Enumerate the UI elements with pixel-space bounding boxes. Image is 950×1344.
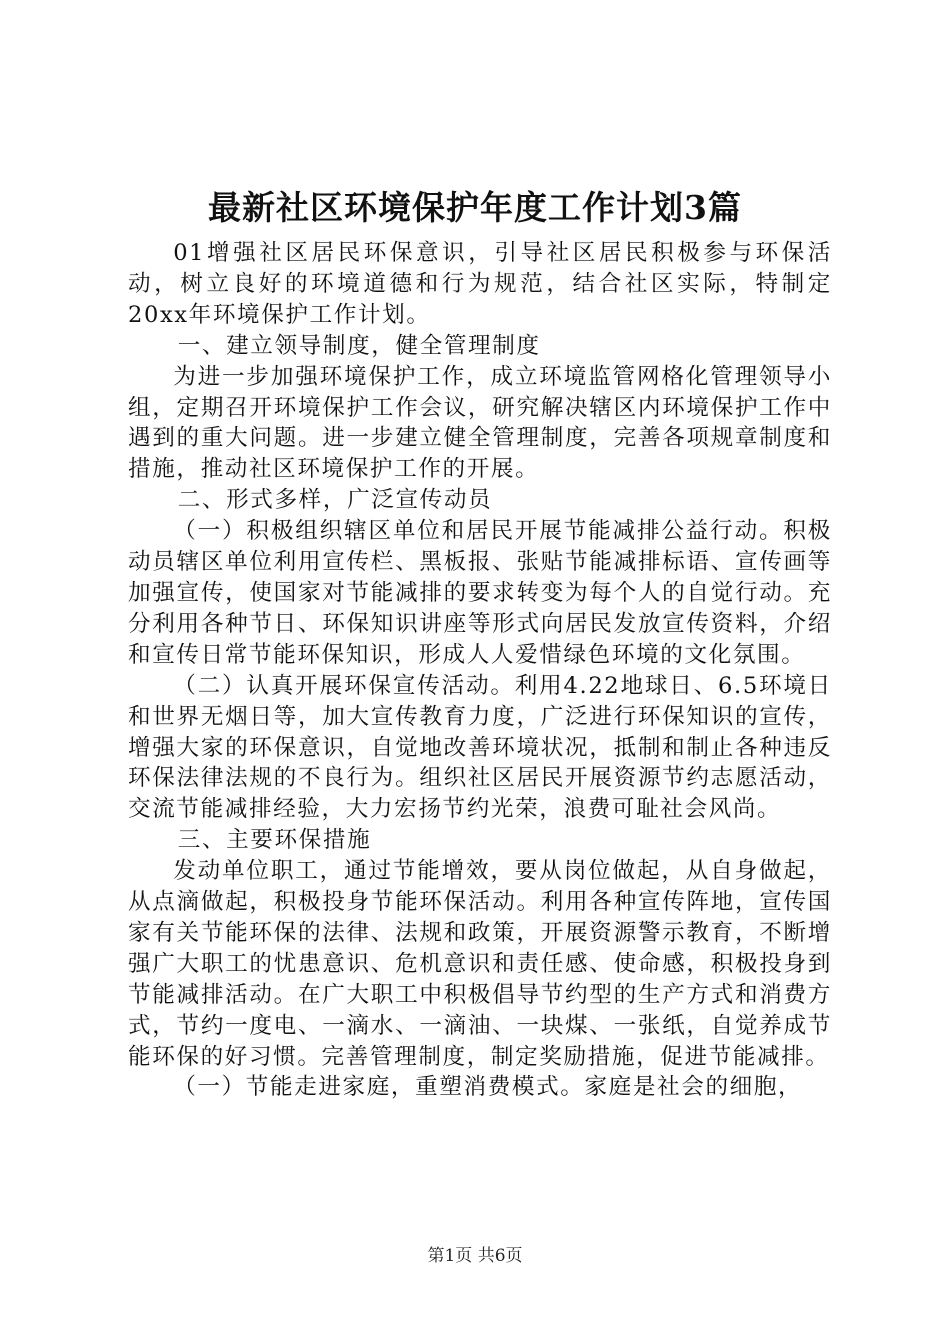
paragraph-section-3: 发动单位职工，通过节能增效，要从岗位做起，从自身做起，从点滴做起，积极投身节能环保活动。利用各种宣传阵地，宣传国家有关节能环保的法律、法规和政策，开展资源警示教育，不断增强广大职工的忧患意识、危机意识和责任感、使命感，积极投身到节能减排活动。在广大职工中积极倡导节约型的生产方式和消费方式，节约一度电、一滴水、一滴油、一块煤、一张纸，自觉养成节能环保的好习惯。完善管理制度，制定奖励措施，促进节能减排。 xyxy=(128,858,832,1070)
section-heading-3: 三、主要环保措施 xyxy=(177,827,372,854)
section-heading-2: 二、形式多样，广泛宣传动员 xyxy=(177,487,493,514)
document-title: 最新社区环境保护年度工作计划3篇 xyxy=(208,188,742,227)
page-number-footer: 第1页 共6页 xyxy=(427,1246,523,1266)
paragraph-section-3-item-1: （一）节能走进家庭，重塑消费模式。家庭是社会的细胞， xyxy=(173,1074,803,1101)
paragraph-section-1: 为进一步加强环境保护工作，成立环境监管网格化管理领导小组，定期召开环境保护工作会议，研究解决辖区内环境保护工作中遇到的重大问题。进一步建立健全管理制度，完善各项规章制度和措施，推动社区环境保护工作的开展。 xyxy=(128,363,832,483)
paragraph-section-2-item-1: （一）积极组织辖区单位和居民开展节能减排公益行动。积极动员辖区单位利用宣传栏、黑板报、张贴节能减排标语、宣传画等加强宣传，使国家对节能减排的要求转变为每个人的自觉行动。充分利用各种节日、环保知识讲座等形式向居民发放宣传资料，介绍和宣传日常节能环保知识，形成人人爱惜绿色环境的文化氛围。 xyxy=(128,518,832,668)
section-heading-1: 一、建立领导制度，健全管理制度 xyxy=(177,332,541,359)
document-body xyxy=(128,238,832,1103)
paragraph-section-2-item-2: （二）认真开展环保宣传活动。利用4.22地球日、6.5环境日和世界无烟日等，加大宣传教育力度，广泛进行环保知识的宣传，增强大家的环保意识，自觉地改善环境状况，抵制和制止各种违反环保法律法规的不良行为。组织社区居民开展资源节约志愿活动，交流节能减排经验，大力宏扬节约光荣，浪费可耻社会风尚。 xyxy=(128,672,832,823)
paragraph-intro: 01增强社区居民环保意识，引导社区居民积极参与环保活动，树立良好的环境道德和行为规范，结合社区实际，特制定20xx年环境保护工作计划。 xyxy=(128,240,832,328)
